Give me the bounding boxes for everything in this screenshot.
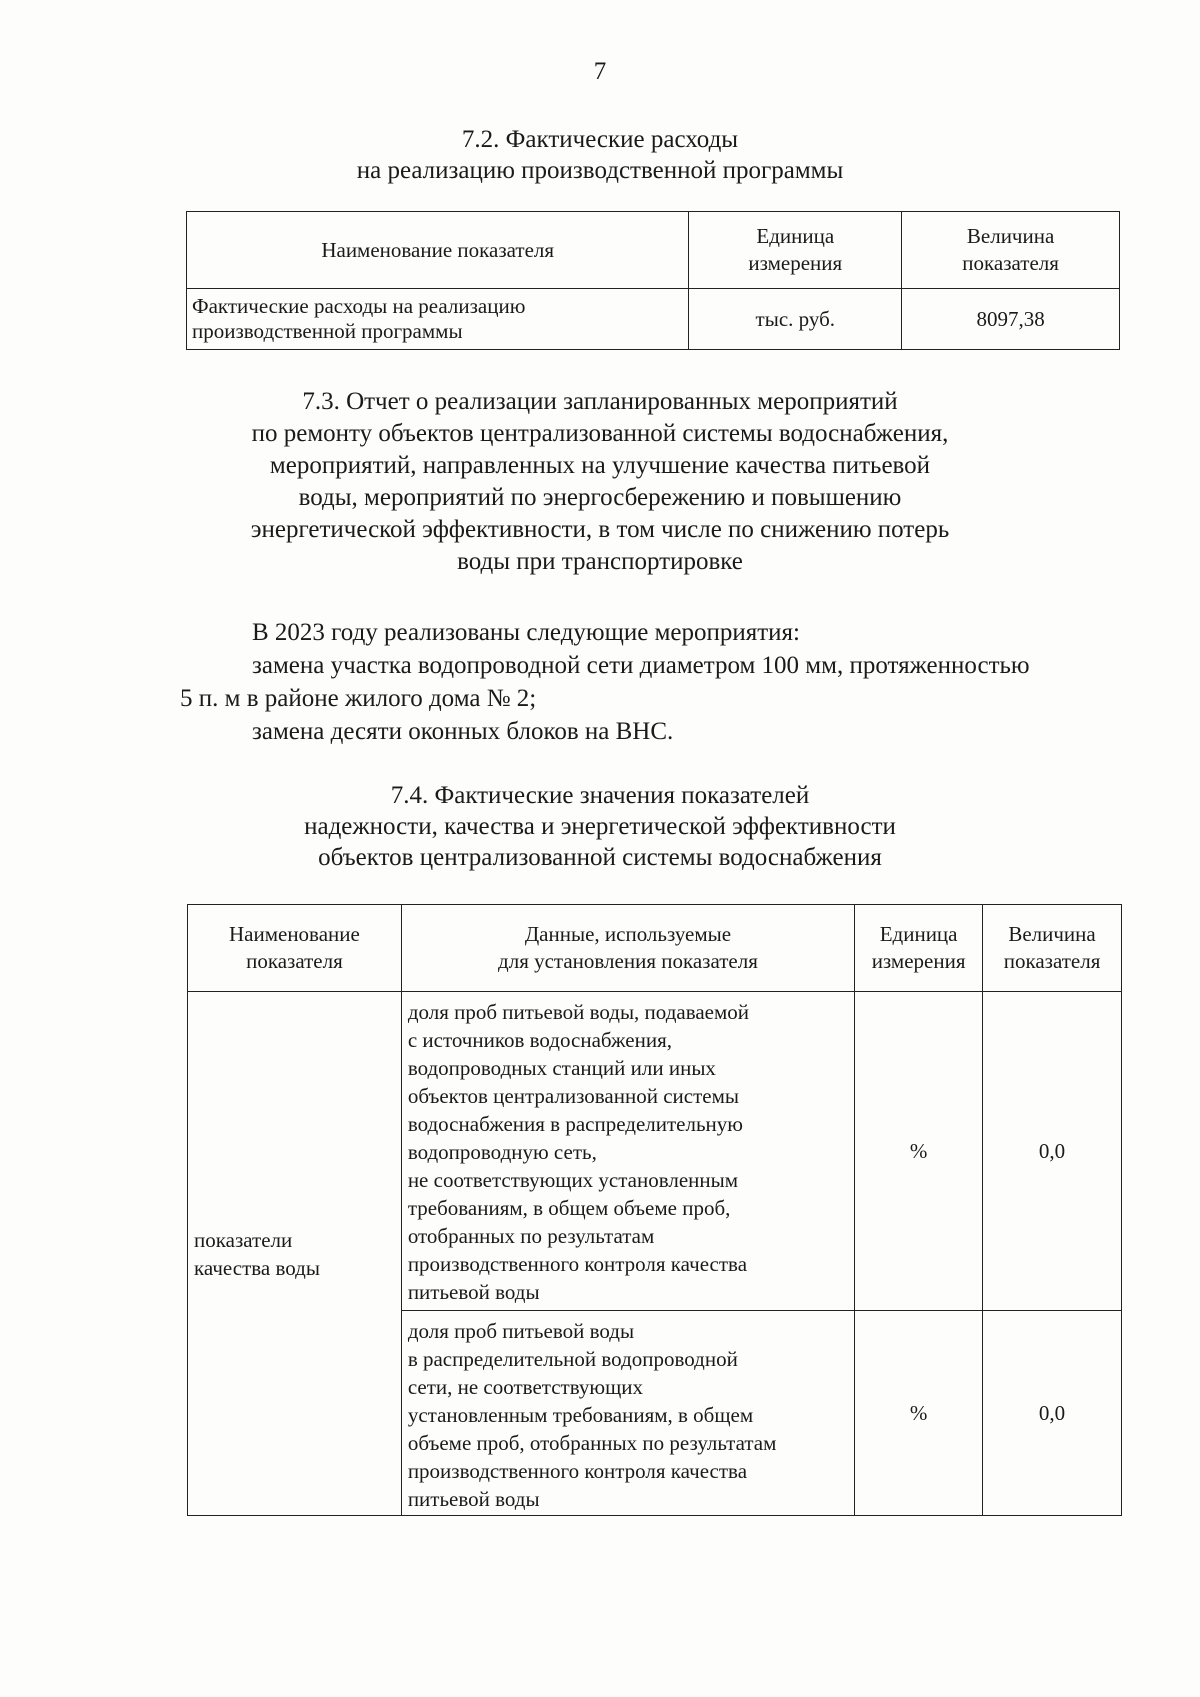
paragraph-intro: В 2023 году реализованы следующие мероприятия: — [252, 619, 800, 646]
table-header-row — [187, 212, 1120, 289]
section-7-2-title-line: на реализацию производственной программы — [356, 157, 844, 184]
section-7-4-title — [0, 780, 1200, 873]
row-indicator-name — [187, 289, 689, 350]
section-7-2-title-line: 7.2. Фактические расходы — [461, 126, 739, 153]
table-row — [187, 289, 1120, 350]
section-7-3-title-line: по ремонту объектов централизованной системы водоснабжения, — [251, 420, 949, 447]
row-data-text: доля проб питьевой воды в распределительной водопроводной сети, не соответствующих установленным требованиям, в общем объеме проб, отобранных по результатам производственного контроля качества питьевой воды — [401, 1311, 854, 1516]
row-value: 8097,38 — [902, 289, 1120, 350]
section-7-3-title-line: воды при транспортировке — [457, 548, 743, 575]
section-7-3-title-line: энергетической эффективности, в том числе по снижению потерь — [250, 516, 950, 543]
row-unit: тыс. руб. — [689, 289, 902, 350]
section-7-3-title — [0, 386, 1200, 578]
header-unit: Единица измерения — [855, 905, 983, 992]
header-data-used: Данные, используемые для установления показателя — [401, 905, 854, 992]
table-quality-indicators — [187, 904, 1122, 1516]
row-group-name: показатели качества воды — [188, 992, 402, 1516]
table-actual-expenses — [186, 211, 1120, 350]
row-data-text: доля проб питьевой воды, подаваемой с источников водоснабжения, водопроводных станций или иных объектов централизованной системы водоснабжения в распределительную водопроводную сеть, не соответствующих установленным требованиям, в общем объеме проб, отобранных по результатам производственного контроля качества питьевой воды — [401, 992, 854, 1311]
section-7-3-title-line: мероприятий, направленных на улучшение качества питьевой — [269, 452, 931, 479]
row-unit: % — [855, 992, 983, 1311]
paragraph-item-1: замена участка водопроводной сети диаметром 100 мм, протяженностью — [252, 652, 1030, 679]
section-7-3-title-line: 7.3. Отчет о реализации запланированных мероприятий — [302, 388, 898, 415]
section-7-2-title — [0, 124, 1200, 186]
header-value: Величина показателя — [983, 905, 1122, 992]
section-7-4-title-line: надежности, качества и энергетической эффективности — [304, 813, 896, 840]
paragraph-item-1-cont: 5 п. м в районе жилого дома № 2; — [180, 685, 537, 712]
table-header-row — [188, 905, 1122, 992]
table-row — [188, 992, 1122, 1311]
row-value: 0,0 — [983, 1311, 1122, 1516]
row-unit: % — [855, 1311, 983, 1516]
header-unit: Единица измерения — [689, 212, 902, 289]
page-number: 7 — [593, 58, 607, 85]
section-7-4-title-line: 7.4. Фактические значения показателей — [390, 782, 810, 809]
section-7-4-title-line: объектов централизованной системы водоснабжения — [318, 844, 882, 871]
header-indicator-name: Наименование показателя — [188, 905, 402, 992]
paragraph-item-2: замена десяти оконных блоков на ВНС. — [252, 718, 674, 745]
row-value: 0,0 — [983, 992, 1122, 1311]
row-indicator-name-line: производственной программы — [192, 319, 463, 343]
section-7-3-title-line: воды, мероприятий по энергосбережению и повышению — [298, 484, 902, 511]
header-indicator-name: Наименование показателя — [187, 212, 689, 289]
header-value: Величина показателя — [902, 212, 1120, 289]
row-indicator-name-line: Фактические расходы на реализацию — [192, 294, 526, 318]
